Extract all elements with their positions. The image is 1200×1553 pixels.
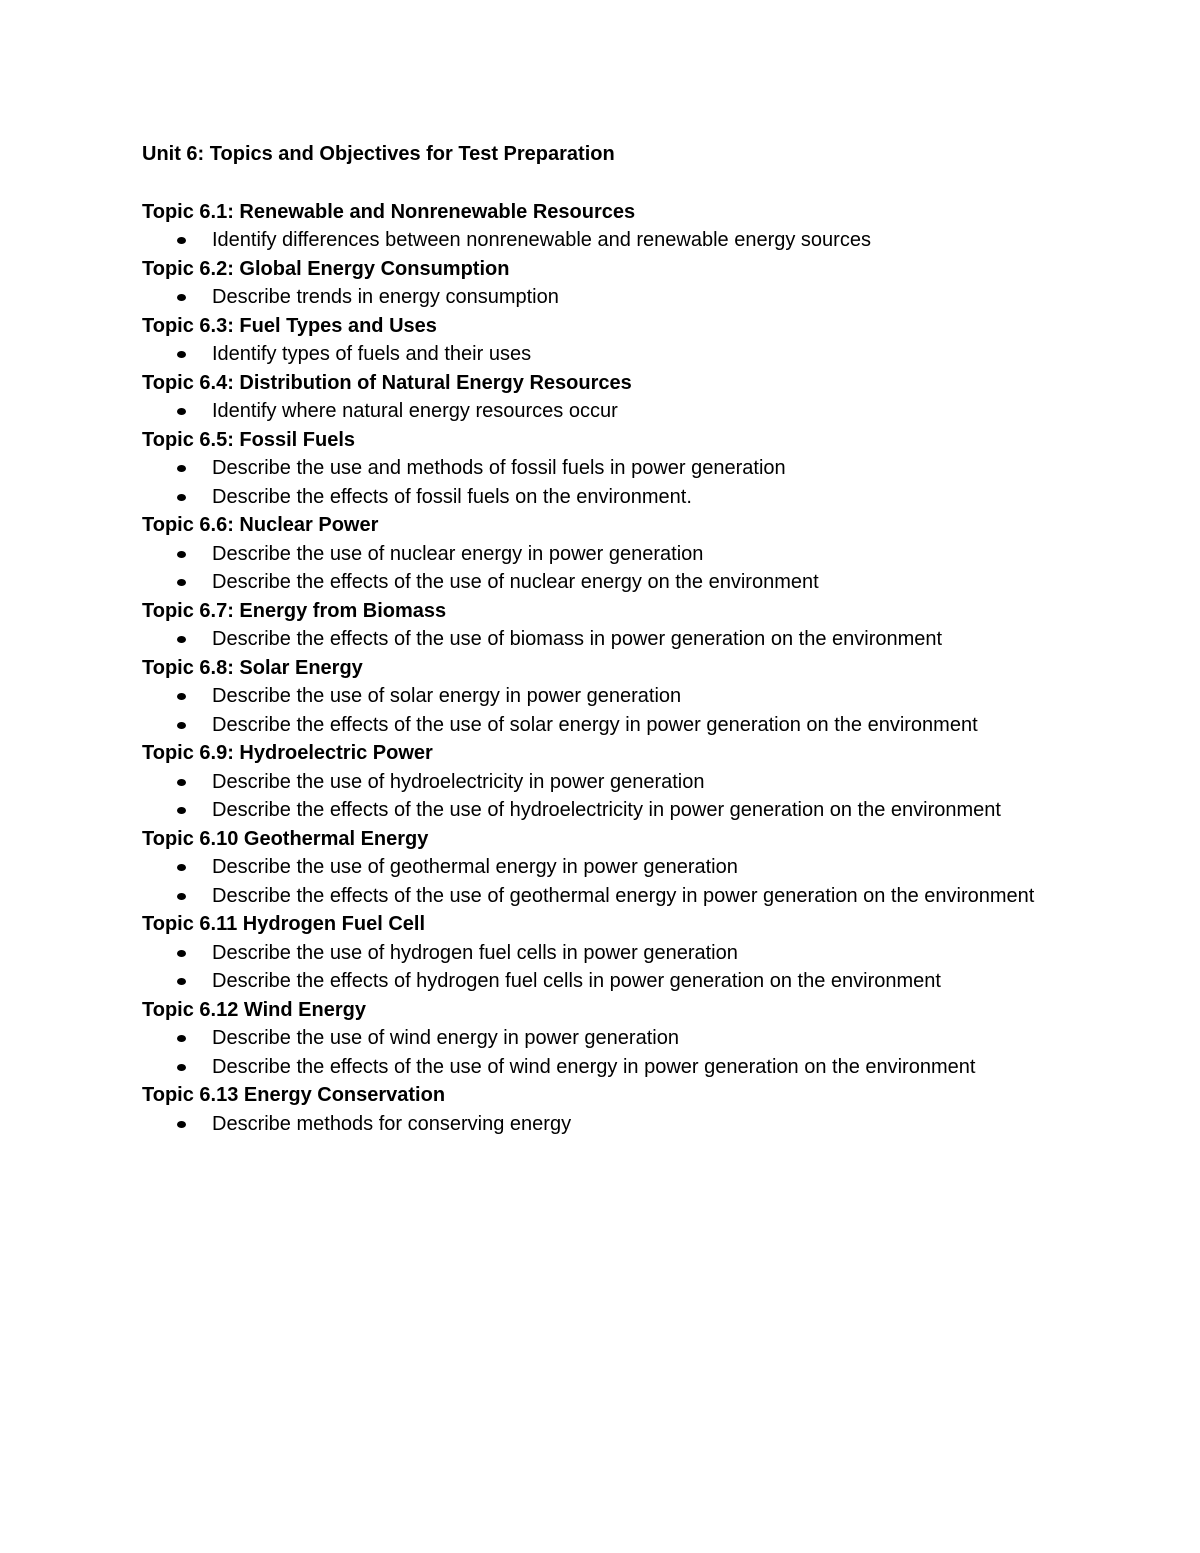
topic-section [142,825,1072,911]
bullet-icon [177,950,186,957]
topic-heading: Topic 6.6: Nuclear Power [142,514,379,536]
objective-text: Describe methods for conserving energy [212,1112,572,1135]
objective-text: Describe the effects of the use of hydroelectricity in power generation on the environment [212,799,1001,821]
objective-list [142,226,1072,255]
topic-section [142,255,1072,312]
topic-heading: Topic 6.5: Fossil Fuels [142,428,356,451]
topic-section [142,996,1072,1082]
topic-section [142,910,1072,996]
bullet-icon [177,465,186,472]
bullet-icon [177,294,186,301]
objective-text: Describe the effects of the use of biomass in power generation on the environment [212,628,943,650]
objective-text: Describe the use of hydrogen fuel cells in power generation [212,941,738,964]
objective-list [142,1024,1072,1081]
topic-heading: Topic 6.8: Solar Energy [142,656,363,679]
topic-list [142,198,1072,1139]
bullet-icon [177,237,186,244]
objective-text: Describe the use of nuclear energy in power generation [212,542,704,565]
bullet-icon [177,1121,186,1128]
topic-heading: Topic 6.1: Renewable and Nonrenewable Resources [142,200,636,223]
document-title: Unit 6: Topics and Objectives for Test Preparation [142,143,615,165]
document-content [142,140,1072,1138]
objective-text: Describe the effects of the use of nuclear energy on the environment [212,571,819,593]
bullet-icon [177,893,186,900]
objective-list [142,625,1072,654]
objective-text: Describe the use of hydroelectricity in power generation [212,770,705,793]
objective-list [142,853,1072,910]
objective-text: Describe the use and methods of fossil fuels in power generation [212,457,786,479]
objective-item [142,397,1072,426]
objective-item [142,768,1072,797]
objective-list [142,283,1072,312]
objective-text: Identify where natural energy resources occur [212,400,618,422]
topic-section [142,597,1072,654]
bullet-icon [177,693,186,700]
objective-item [142,625,1072,654]
bullet-icon [177,807,186,814]
bullet-icon [177,978,186,985]
topic-heading: Topic 6.13 Energy Conservation [142,1084,446,1106]
objective-list [142,454,1072,511]
objective-text: Describe the effects of the use of wind energy in power generation on the environment [212,1055,976,1078]
topic-heading: Topic 6.11 Hydrogen Fuel Cell [142,913,426,935]
bullet-icon [177,579,186,586]
topic-section [142,369,1072,426]
bullet-icon [177,408,186,415]
objective-item [142,682,1072,711]
objective-list [142,682,1072,739]
objective-text: Describe trends in energy consumption [212,286,559,308]
topic-section [142,739,1072,825]
objective-item [142,540,1072,569]
objective-list [142,939,1072,996]
objective-text: Describe the use of geothermal energy in power generation [212,856,738,878]
objective-item [142,226,1072,255]
topic-heading: Topic 6.10 Geothermal Energy [142,827,429,850]
topic-heading: Topic 6.4: Distribution of Natural Energy Resources [142,371,632,394]
topic-heading: Topic 6.9: Hydroelectric Power [142,742,433,764]
topic-heading: Topic 6.12 Wind Energy [142,998,366,1021]
objective-item [142,483,1072,512]
objective-item [142,454,1072,483]
bullet-icon [177,351,186,358]
objective-item [142,340,1072,369]
objective-list [142,340,1072,369]
topic-section [142,511,1072,597]
objective-item [142,568,1072,597]
objective-text: Describe the effects of fossil fuels on the environment. [212,485,692,508]
bullet-icon [177,864,186,871]
bullet-icon [177,1064,186,1071]
objective-text: Describe the effects of hydrogen fuel cells in power generation on the environment [212,970,941,992]
objective-text: Identify differences between nonrenewable and renewable energy sources [212,229,871,251]
objective-text: Identify types of fuels and their uses [212,343,532,365]
objective-item [142,796,1072,825]
objective-list [142,1110,1072,1139]
bullet-icon [177,1035,186,1042]
topic-section [142,312,1072,369]
topic-section [142,198,1072,255]
objective-item [142,967,1072,996]
objective-item [142,1024,1072,1053]
bullet-icon [177,779,186,786]
bullet-icon [177,636,186,643]
objective-text: Describe the effects of the use of geothermal energy in power generation on the environment [212,884,1035,907]
bullet-icon [177,494,186,501]
objective-item [142,711,1072,740]
objective-item [142,283,1072,312]
bullet-icon [177,551,186,558]
objective-item [142,853,1072,882]
topic-section [142,426,1072,512]
objective-text: Describe the use of solar energy in power generation [212,685,682,707]
topic-heading: Topic 6.7: Energy from Biomass [142,599,447,622]
objective-list [142,540,1072,597]
objective-item [142,1110,1072,1139]
topic-heading: Topic 6.3: Fuel Types and Uses [142,314,437,337]
objective-item [142,939,1072,968]
objective-item [142,1053,1072,1082]
objective-list [142,768,1072,825]
objective-item [142,882,1072,911]
objective-text: Describe the effects of the use of solar energy in power generation on the environment [212,713,978,736]
bullet-icon [177,722,186,729]
objective-list [142,397,1072,426]
topic-heading: Topic 6.2: Global Energy Consumption [142,257,510,280]
objective-text: Describe the use of wind energy in power generation [212,1027,679,1049]
topic-section [142,654,1072,740]
topic-section [142,1081,1072,1138]
